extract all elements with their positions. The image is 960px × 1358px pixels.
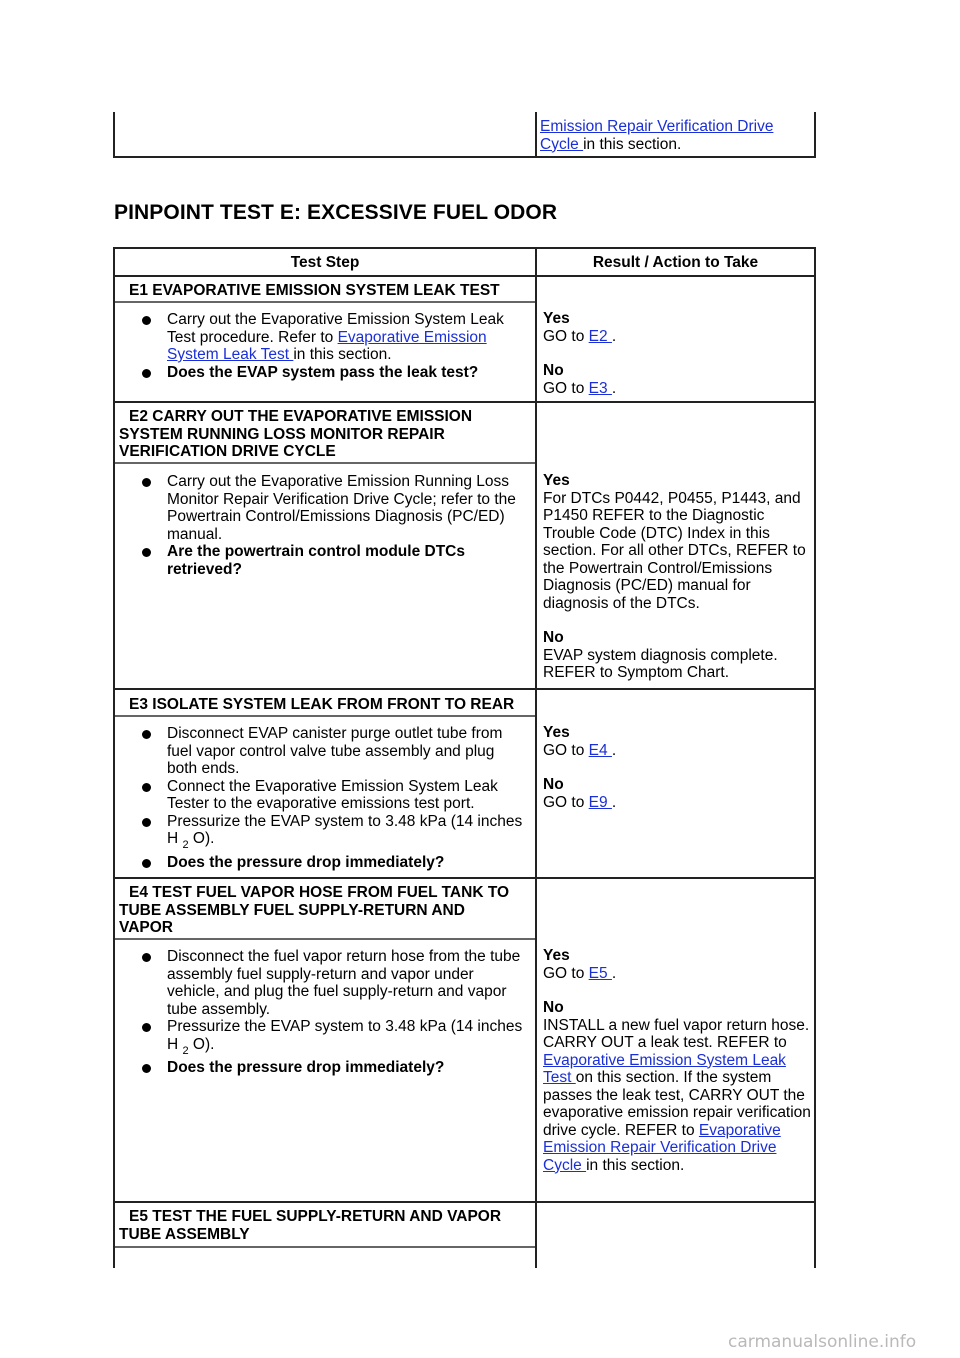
site-watermark: carmanualsonline.info: [728, 1332, 917, 1352]
evap-leak-test-link[interactable]: Evaporative Emission System Leak Test: [167, 328, 487, 363]
e1-heading-divider: [115, 301, 535, 303]
list-item: Disconnect the fuel vapor return hose from the tube assembly fuel supply-return and vapor under vehicle, and plug the fuel supply-return and vapor tube assembly.: [140, 948, 525, 1018]
e4-heading: E4 TEST FUEL VAPOR HOSE FROM FUEL TANK TO TUBE ASSEMBLY FUEL SUPPLY-RETURN AND VAPOR: [119, 884, 510, 936]
e2-steps: [140, 473, 532, 578]
go-to-e4-link[interactable]: E4: [588, 741, 612, 759]
list-item: Carry out the Evaporative Emission Running Loss Monitor Repair Verification Drive Cycle; refer to the Powertrain Control/Emissions Diagnosis (PC/ED) manual.: [140, 473, 532, 543]
go-to-e5-link[interactable]: E5: [588, 964, 612, 982]
top-table-bottom-border: [113, 156, 816, 158]
e2-bottom-border: [113, 688, 816, 690]
top-fragment-cell: [540, 118, 810, 153]
e2-result: Yes For DTCs P0442, P0455, P1443, and P1450 REFER to the Diagnostic Trouble Code (DTC) Index in this section. For all other DTCs, REFER to the Powertrain Control/Emissions Diagnosis (PC/ED) manual for diagnosis of the DTCs. No EVAP system diagnosis complete. REFER to Symptom Chart.: [543, 472, 806, 681]
top-table-mid-border: [535, 112, 537, 158]
go-to-e9-link[interactable]: E9: [588, 793, 612, 811]
e3-bottom-border: [113, 877, 816, 879]
table-top-border: [113, 247, 816, 249]
e3-heading-divider: [115, 715, 535, 717]
e2-heading-divider: [115, 462, 535, 464]
e3-heading: E3 ISOLATE SYSTEM LEAK FROM FRONT TO REAR: [129, 696, 515, 713]
header-bottom-border: [113, 275, 816, 277]
list-item: Does the pressure drop immediately?: [140, 854, 525, 872]
e3-steps: [140, 725, 525, 871]
e5-heading-divider: [115, 1246, 535, 1248]
list-item: Connect the Evaporative Emission System Leak Tester to the evaporative emissions test port.: [140, 778, 525, 813]
go-to-e3-link[interactable]: E3: [588, 379, 612, 397]
col-header-result: Result / Action to Take: [592, 254, 759, 271]
e4-steps: [140, 948, 525, 1077]
emission-repair-link-cont[interactable]: Cycle: [540, 135, 584, 153]
evap-leak-test-link-2[interactable]: Evaporative Emission System Leak Test: [543, 1051, 786, 1086]
top-table-right-border: [814, 112, 816, 158]
e4-result: Yes GO to E5 . No INSTALL a new fuel vapor return hose. CARRY OUT a leak test. REFER to Evaporative Emission System Leak Test on this section. If the system passes the leak test, CARRY OUT the evaporative emission repair verification drive cycle. REFER to Evaporative Emission Repair Verification Drive Cycle in this section.: [543, 947, 811, 1174]
e1-steps: [140, 311, 525, 381]
top-table-left-border: [113, 112, 115, 158]
go-to-e2-link[interactable]: E2: [588, 327, 612, 345]
e3-result: Yes GO to E4 . No GO to E9 .: [543, 724, 617, 811]
list-item: Does the EVAP system pass the leak test?: [140, 364, 525, 382]
list-item: Are the powertrain control module DTCs retrieved?: [140, 543, 532, 578]
list-item: Disconnect EVAP canister purge outlet tube from fuel vapor control valve tube assembly and plug both ends.: [140, 725, 525, 778]
list-item: Pressurize the EVAP system to 3.48 kPa (14 inches H $_2$ O).: [140, 813, 525, 850]
e1-heading: E1 EVAPORATIVE EMISSION SYSTEM LEAK TEST: [129, 282, 500, 299]
list-item: Pressurize the EVAP system to 3.48 kPa (14 inches H $_2$ O).: [140, 1018, 525, 1055]
list-item: Does the pressure drop immediately?: [140, 1059, 525, 1077]
emission-repair-link[interactable]: Emission Repair Verification Drive: [540, 118, 774, 135]
e1-result: Yes GO to E2 . No GO to E3 .: [543, 310, 617, 397]
e1-bottom-border: [113, 401, 816, 403]
e4-heading-divider: [115, 938, 535, 940]
top-fragment-text: in this section.: [583, 135, 682, 153]
e5-heading: E5 TEST THE FUEL SUPPLY-RETURN AND VAPOR TUBE ASSEMBLY: [119, 1208, 502, 1243]
e2-heading: E2 CARRY OUT THE EVAPORATIVE EMISSION SYSTEM RUNNING LOSS MONITOR REPAIR VERIFICATION DRIVE CYCLE: [119, 408, 473, 460]
e4-bottom-border: [113, 1201, 816, 1203]
page-title: PINPOINT TEST E: EXCESSIVE FUEL ODOR: [114, 201, 558, 224]
col-header-test-step: Test Step: [290, 254, 360, 271]
list-item: Carry out the Evaporative Emission System Leak Test procedure. Refer to Evaporative Emission System Leak Test in this section.: [140, 311, 525, 364]
emission-repair-verification-link[interactable]: Evaporative Emission Repair Verification Drive Cycle: [543, 1121, 781, 1174]
